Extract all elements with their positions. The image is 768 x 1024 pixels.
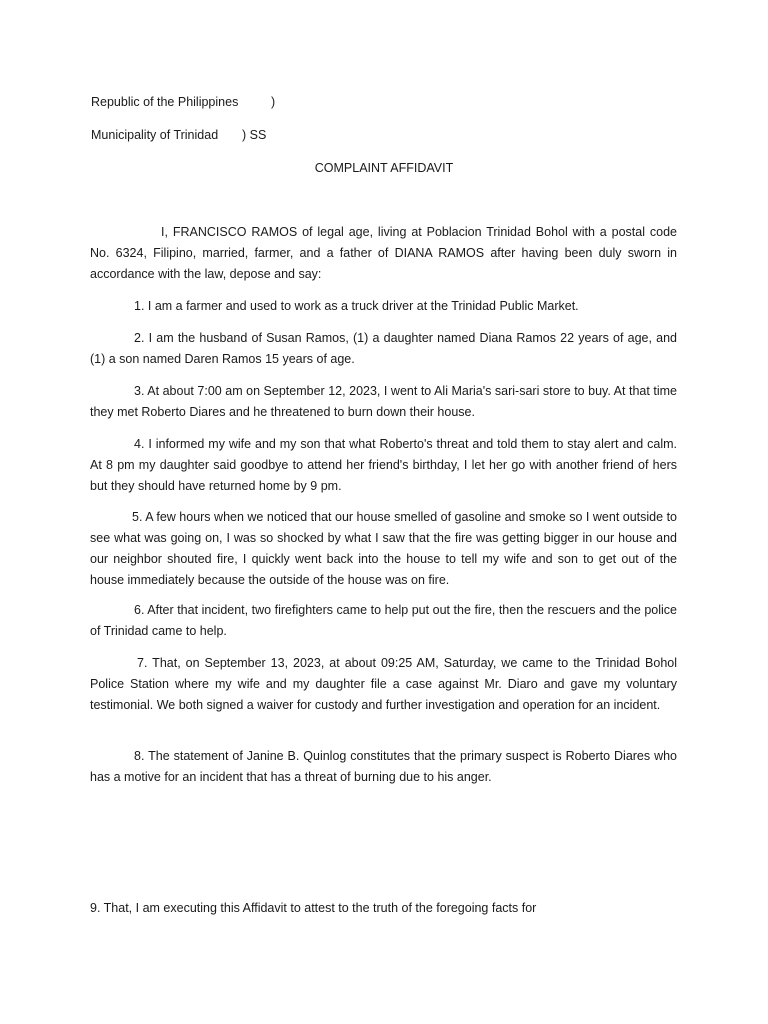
venue-municipality: Municipality of Trinidad (91, 128, 219, 142)
paragraph-4: 4. I informed my wife and my son that what Roberto's threat and told them to stay alert and calm. At 8 pm my daughter said goodbye to attend her friend's birthday, I let her go with another friend of hers but they should have returned home by 9 pm. (90, 437, 677, 493)
paragraph-2: 2. I am the husband of Susan Ramos, (1) a daughter named Diana Ramos 22 years of age, and (1) a son named Daren Ramos 15 years of age. (90, 331, 677, 366)
paragraph-5: 5. A few hours when we noticed that our house smelled of gasoline and smoke so I went outside to see what was going on, I was so shocked by what I saw that the fire was getting bigger in our house and our neighbor shouted fire, I quickly went back into the house to tell my wife and son to get out of the house immediately because the outside of the house was on fire. (90, 510, 677, 587)
venue-bracket-ss: ) SS (242, 128, 267, 142)
document-title: COMPLAINT AFFIDAVIT (314, 161, 454, 175)
venue-country: Republic of the Philippines (91, 95, 239, 109)
venue-bracket-1: ) (271, 95, 276, 109)
paragraph-6: 6. After that incident, two firefighters came to help put out the fire, then the rescuers and the police of Trinidad came to help. (90, 603, 677, 638)
paragraph-8: 8. The statement of Janine B. Quinlog constitutes that the primary suspect is Roberto Diares who has a motive for an incident that has a threat of burning due to his anger. (90, 749, 677, 784)
paragraph-1: 1. I am a farmer and used to work as a truck driver at the Trinidad Public Market. (134, 299, 579, 313)
paragraph-3: 3. At about 7:00 am on September 12, 2023, I went to Ali Maria's sari-sari store to buy. At that time they met Roberto Diares and he threatened to burn down their house. (90, 384, 677, 419)
paragraph-9: 9. That, I am executing this Affidavit to attest to the truth of the foregoing facts for (90, 901, 537, 915)
intro-paragraph: I, FRANCISCO RAMOS of legal age, living at Poblacion Trinidad Bohol with a postal code No. 6324, Filipino, married, farmer, and a father of DIANA RAMOS after having been duly sworn in accordance with the law, depose and say: (90, 225, 677, 281)
paragraph-7: 7. That, on September 13, 2023, at about 09:25 AM, Saturday, we came to the Trinidad Bohol Police Station where my wife and my daughter file a case against Mr. Diaro and gave my voluntary testimonial. We both signed a waiver for custody and further investigation and operation for an incident. (90, 656, 677, 712)
